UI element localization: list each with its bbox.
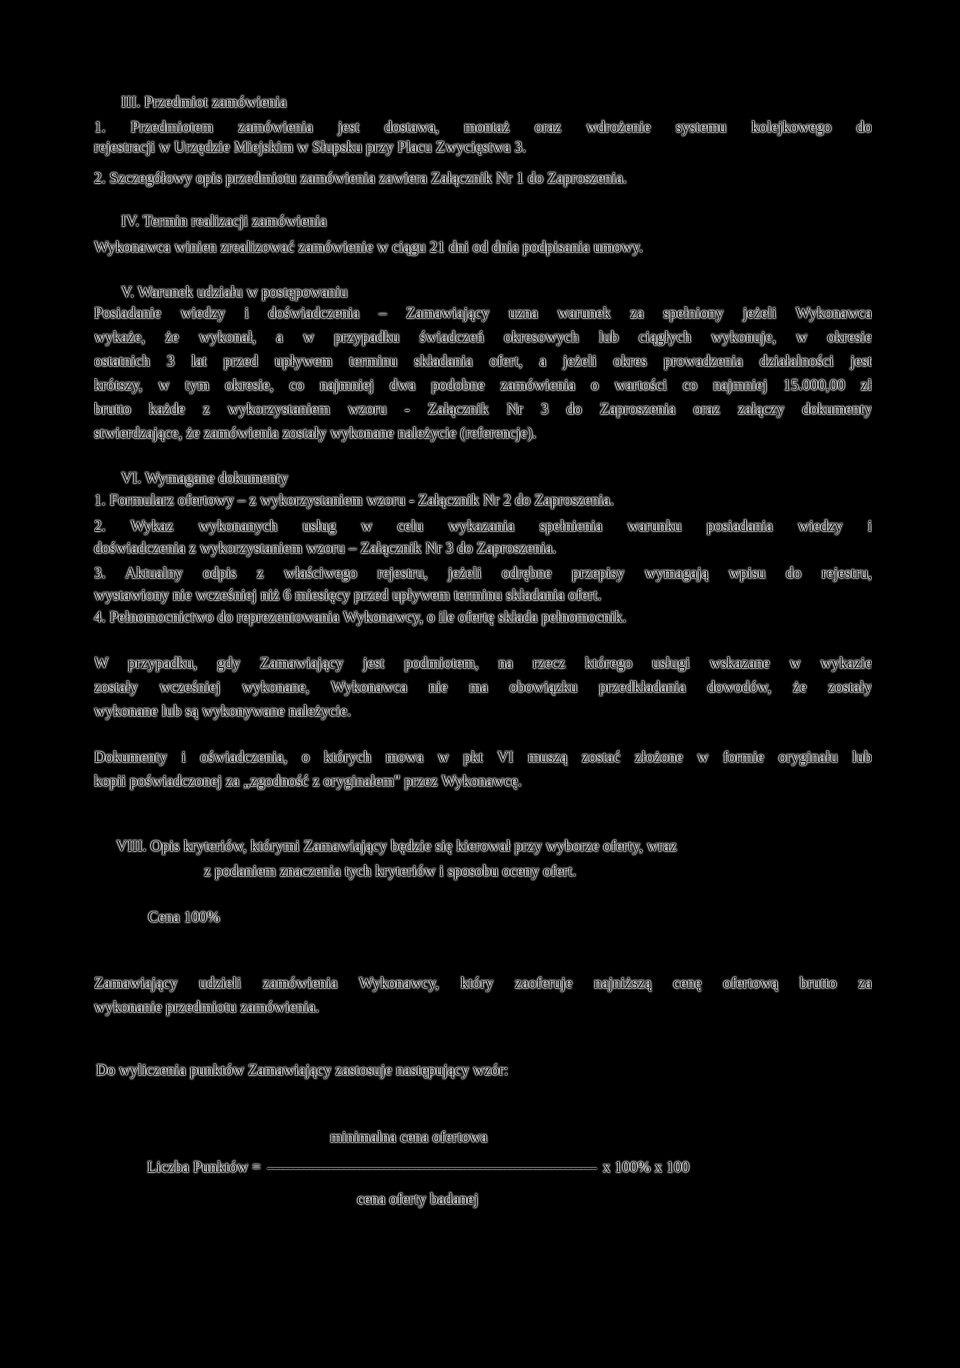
section-8-heading-line-2: z podaniem znaczenia tych kryteriów i sposobu oceny ofert. (204, 863, 577, 880)
formula-intro: Do wyliczenia punktów Zamawiający zastosuje następujący wzór: (96, 1062, 509, 1079)
section-6-para-1-line-1: W przypadku, gdy Zamawiający jest podmiotem, na rzecz którego usługi wskazane w wykazie (94, 655, 872, 672)
section-6-item-3-line-2: wystawiony nie wcześniej niż 6 miesięcy przed upływem terminu składania ofert. (94, 587, 602, 604)
formula-rhs: x 100% x 100 (602, 1159, 690, 1176)
section-6-para-2 (94, 746, 872, 794)
section-5-line-1: Posiadanie wiedzy i doświadczenia – Zamawiający uzna warunek za spełniony jeżeli Wykonawca (94, 305, 872, 322)
section-3-item-1-line-1: 1. Przedmiotem zamówienia jest dostawa, montaż oraz wdrożenie systemu kolejkowego do (94, 119, 872, 136)
formula-row (147, 1158, 689, 1178)
formula-denominator: cena oferty badanej (357, 1191, 479, 1208)
section-5-line-6: stwierdzające, że zamówienia zostały wykonane należycie (referencje). (94, 425, 537, 442)
section-6-para-2-line-1: Dokumenty i oświadczenia, o których mowa w pkt VI muszą zostać złożone w formie oryginału lub (94, 749, 872, 766)
section-6-item-2 (94, 516, 872, 560)
award-line-2: wykonanie przedmiotu zamówienia. (94, 999, 320, 1016)
section-4-heading: IV. Termin realizacji zamówienia (121, 213, 327, 230)
section-3-item-2: 2. Szczegółowy opis przedmiotu zamówienia zawiera Załącznik Nr 1 do Zaproszenia. (94, 170, 627, 187)
award-line-1: Zamawiający udzieli zamówienia Wykonawcy, który zaoferuje najniższą cenę ofertową brutto za (94, 975, 872, 992)
section-6-item-3 (94, 563, 872, 607)
price-criterion: Cena 100% (148, 909, 220, 926)
section-5-line-3: ostatnich 3 lat przed upływem terminu składania ofert, a jeżeli okres prowadzenia działalności jest (94, 353, 872, 370)
fraction-bar (267, 1168, 597, 1169)
section-3-heading: III. Przedmiot zamówienia (121, 94, 287, 111)
section-5-heading: V. Warunek udziału w postępowaniu (121, 284, 348, 301)
section-8-heading-line-1: VIII. Opis kryteriów, którymi Zamawiający będzie się kierował przy wyborze oferty, wraz (116, 838, 677, 855)
section-6-para-1 (94, 652, 872, 724)
section-6-item-1: 1. Formularz ofertowy – z wykorzystaniem wzoru - Załącznik Nr 2 do Zaproszenia. (94, 492, 614, 509)
section-6-para-2-line-2: kopii poświadczonej za „zgodność z oryginałem" przez Wykonawcę. (94, 773, 522, 790)
section-6-para-1-line-2: zostały wcześniej wykonane, Wykonawca nie ma obowiązku przedkładania dowodów, że zostały (94, 679, 872, 696)
section-6-item-2-line-2: doświadczenia z wykorzystaniem wzoru – Załącznik Nr 3 do Zaproszenia. (94, 540, 557, 557)
section-3-item-1-line-2: rejestracji w Urzędzie Miejskim w Słupsku przy Placu Zwycięstwa 3. (94, 138, 527, 156)
section-6-item-3-line-1: 3. Aktualny odpis z właściwego rejestru, jeżeli odrębne przepisy wymagają wpisu do rejestru, (94, 565, 872, 582)
section-6-item-2-line-1: 2. Wykaz wykonanych usług w celu wykazania spełnienia warunku posiadania wiedzy i (94, 518, 872, 535)
section-3-item-1 (94, 118, 872, 157)
formula-numerator: minimalna cena ofertowa (330, 1129, 488, 1146)
award-paragraph (94, 972, 872, 1020)
section-6-heading: VI. Wymagane dokumenty (121, 470, 289, 487)
section-5-line-2: wykaże, że wykonał, a w przypadku świadczeń okresowych lub ciągłych wykonuje, w okresie (94, 329, 872, 346)
section-5-line-4: krótszy, w tym okresie, co najmniej dwa podobne zamówienia o wartości co najmniej 15.000,00 zł (94, 377, 872, 394)
section-6-item-4: 4. Pełnomocnictwo do reprezentowania Wykonawcy, o ile ofertę składa pełnomocnik. (94, 609, 627, 626)
section-5-text (94, 302, 872, 446)
formula-lhs: Liczba Punktów = (147, 1159, 261, 1176)
section-6-para-1-line-3: wykonane lub są wykonywane należycie. (94, 703, 351, 720)
section-4-text: Wykonawca winien zrealizować zamówienie w ciągu 21 dni od dnia podpisania umowy. (94, 239, 643, 256)
section-5-line-5: brutto każde z wykorzystaniem wzoru - Załącznik Nr 3 do Zaproszenia oraz załączy dokumenty (94, 401, 872, 418)
